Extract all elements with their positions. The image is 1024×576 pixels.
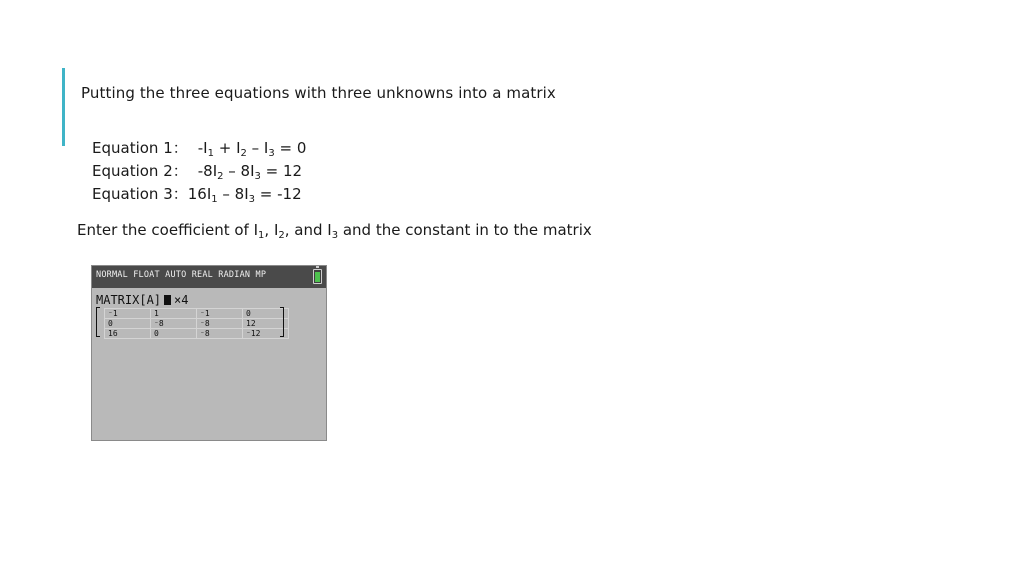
instruction-text — [77, 221, 592, 239]
matrix-dims: ×4 — [174, 293, 189, 307]
instruction-part: , I — [264, 221, 279, 239]
equation-3 — [92, 183, 306, 206]
right-bracket — [280, 307, 284, 337]
matrix-cell: 1 — [151, 309, 197, 319]
eq-text: + I — [213, 139, 241, 157]
eq-text: -8I — [197, 162, 218, 180]
left-bracket — [96, 307, 100, 337]
matrix-cell: 12 — [243, 319, 289, 329]
matrix-cell: 0 — [105, 319, 151, 329]
eq-text: – I — [246, 139, 269, 157]
status-text: NORMAL FLOAT AUTO REAL RADIAN MP — [96, 270, 267, 280]
instruction-subscript: 2 — [278, 230, 285, 241]
instruction-subscript: 3 — [331, 230, 339, 241]
eq-text: – 8I — [223, 162, 255, 180]
calculator-status-bar — [92, 266, 326, 288]
accent-bar — [62, 68, 65, 146]
matrix-cell: 0 — [151, 329, 197, 339]
matrix-row — [105, 329, 289, 339]
slide-heading: Putting the three equations with three unknowns into a matrix — [81, 84, 556, 102]
eq-subscript: 3 — [268, 148, 275, 159]
eq-text: = -12 — [255, 185, 302, 203]
eq-subscript: 3 — [248, 194, 256, 205]
matrix-cell: ⁻8 — [197, 319, 243, 329]
equation-label: Equation 1： — [92, 139, 188, 157]
matrix-cell: ⁻12 — [243, 329, 289, 339]
eq-subscript: 3 — [254, 171, 261, 182]
eq-text: -I — [197, 139, 208, 157]
matrix-cell: ⁻1 — [105, 309, 151, 319]
matrix-row — [105, 309, 289, 319]
instruction-part: and the constant in to the matrix — [338, 221, 592, 239]
matrix-cell: ⁻1 — [197, 309, 243, 319]
eq-text: = 12 — [260, 162, 303, 180]
instruction-part: , and I — [284, 221, 332, 239]
cursor-block-icon — [164, 295, 171, 305]
matrix-table — [104, 308, 289, 339]
instruction-subscript: 1 — [258, 230, 265, 241]
eq-text: = 0 — [274, 139, 307, 157]
matrix-cell: 16 — [105, 329, 151, 339]
eq-subscript: 2 — [240, 148, 247, 159]
equation-label: Equation 2： — [92, 162, 188, 180]
equation-1 — [92, 137, 306, 160]
equation-2 — [92, 160, 306, 183]
eq-subscript: 2 — [217, 171, 224, 182]
matrix-name: MATRIX[A] — [96, 293, 162, 307]
equation-label: Equation 3： — [92, 185, 188, 203]
eq-text: – 8I — [217, 185, 249, 203]
battery-icon — [313, 269, 322, 284]
calculator-screenshot — [91, 265, 327, 441]
matrix-row — [105, 319, 289, 329]
matrix-title — [92, 288, 326, 307]
matrix-cell: ⁻8 — [197, 329, 243, 339]
matrix-cell: ⁻8 — [151, 319, 197, 329]
matrix-cell: 0 — [243, 309, 289, 319]
instruction-part: Enter the coefficient of I — [77, 221, 259, 239]
eq-subscript: 1 — [211, 194, 218, 205]
eq-text: 16I — [187, 185, 212, 203]
eq-subscript: 1 — [207, 148, 214, 159]
equations-block — [92, 137, 306, 206]
